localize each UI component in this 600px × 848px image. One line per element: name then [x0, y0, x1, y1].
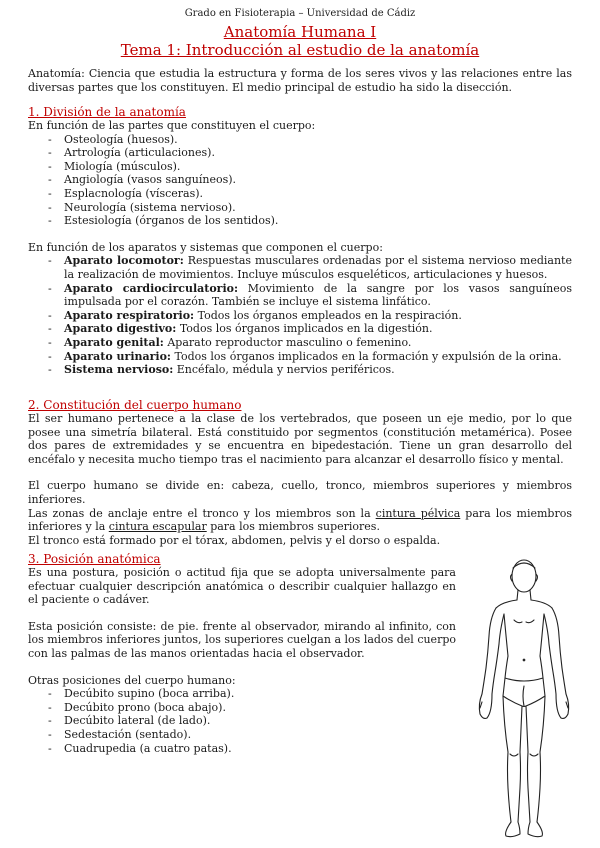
position-description: Esta posición consiste: de pie. frente al observador, mirando al infinito, con los miembros inferiores juntos, los superiores cuelgan a los lados del cuerpo con las palmas de las manos orientadas hacia el observador.	[28, 619, 456, 660]
list-item	[48, 254, 572, 281]
section-division	[28, 105, 572, 377]
list-item: - Neurología (sistema nervioso).	[48, 201, 572, 215]
list-item	[48, 282, 572, 309]
list-item: - Decúbito supino (boca arriba).	[48, 687, 456, 701]
section-1-title: 1. División de la anatomía	[28, 105, 186, 119]
system-term: Aparato digestivo:	[64, 322, 177, 336]
system-term: Aparato genital:	[64, 335, 164, 349]
list-item	[48, 350, 572, 364]
list-item	[48, 363, 572, 377]
system-desc: Encéfalo, médula y nervios periféricos.	[173, 363, 395, 377]
body-division-paragraph: El cuerpo humano se divide en: cabeza, cuello, tronco, miembros superiores y miembros inferiores.	[28, 479, 572, 506]
section-3-title: 3. Posición anatómica	[28, 552, 161, 566]
shoulder-girdle-term: cintura escapular	[108, 520, 207, 534]
anchorage-paragraph	[28, 507, 572, 534]
section-2-title: 2. Constitución del cuerpo humano	[28, 398, 242, 412]
other-positions-list	[28, 687, 456, 755]
system-desc: Respuestas musculares ordenadas por el sistema nervioso mediante la realización de movimientos. Incluye músculos esqueléticos, articulaciones y huesos.	[64, 254, 572, 281]
constitution-paragraph: El ser humano pertenece a la clase de los vertebrados, que poseen un eje medio, por lo que posee una simetría bilateral. Está constituido por segmentos (constitución metamérica). Posee dos pares de extremidades y se encuentra en bipedestación. Tiene un gran desarrollo del encéfalo y necesita mucho tiempo tras el nacimiento para alcanzar el desarrollo físico y mental.	[28, 412, 572, 466]
system-desc: Aparato reproductor masculino o femenino.	[163, 335, 412, 349]
list-item: - Miología (músculos).	[48, 160, 572, 174]
system-term: Aparato respiratorio:	[64, 308, 195, 322]
systems-list	[28, 254, 572, 376]
list-item: - Osteología (huesos).	[48, 133, 572, 147]
parts-intro: En función de las partes que constituyen el cuerpo:	[28, 119, 316, 132]
list-item	[48, 336, 572, 350]
parts-list	[28, 133, 572, 228]
pelvic-girdle-term: cintura pélvica	[375, 506, 461, 520]
list-item: - Artrología (articulaciones).	[48, 146, 572, 160]
system-desc: Todos los órganos implicados en la digestión.	[176, 322, 433, 336]
list-item: - Angiología (vasos sanguíneos).	[48, 173, 572, 187]
system-desc: Todos los órganos empleados en la respiración.	[194, 308, 462, 322]
course-header: Grado en Fisioterapia – Universidad de Cádiz	[184, 8, 416, 19]
text-span: para los miembros superiores.	[206, 520, 380, 534]
list-item: - Cuadrupedia (a cuatro patas).	[48, 742, 456, 756]
topic-title: Tema 1: Introducción al estudio de la anatomía	[120, 41, 480, 59]
subject-title: Anatomía Humana I	[223, 23, 377, 41]
anatomical-position-figure	[466, 556, 582, 842]
position-definition: Es una postura, posición o actitud fija que se adopta universalmente para efectuar cualquier descripción anatómica o describir cualquier hallazgo en el paciente o cadáver.	[28, 566, 456, 607]
section-constitution	[28, 398, 572, 547]
system-term: Aparato cardiocirculatorio:	[64, 281, 239, 295]
system-term: Aparato urinario:	[64, 349, 171, 363]
systems-intro: En función de los aparatos y sistemas que componen el cuerpo:	[28, 240, 383, 254]
list-item: - Sedestación (sentado).	[48, 728, 456, 742]
system-desc: Movimiento de la sangre por los vasos sanguíneos impulsada por el corazón. También se incluye el sistema linfático.	[64, 281, 572, 309]
list-item: - Decúbito lateral (de lado).	[48, 714, 456, 728]
list-item	[48, 322, 572, 336]
list-item	[48, 309, 572, 323]
system-term: Sistema nervioso:	[64, 363, 174, 377]
section-anatomical-position	[28, 552, 456, 755]
list-item: - Esplacnología (vísceras).	[48, 187, 572, 201]
list-item: - Decúbito prono (boca abajo).	[48, 701, 456, 715]
list-item: - Estesiología (órganos de los sentidos).	[48, 214, 572, 228]
text-span: para los miembros inferiores y la	[28, 506, 572, 534]
other-positions-intro: Otras posiciones del cuerpo humano:	[28, 673, 236, 687]
trunk-paragraph: El tronco está formado por el tórax, abdomen, pelvis y el dorso o espalda.	[28, 533, 441, 547]
intro-paragraph: Anatomía: Ciencia que estudia la estructura y forma de los seres vivos y las relaciones entre las diversas partes que los constituyen. El medio principal de estudio ha sido la disección.	[28, 67, 572, 94]
text-span: Las zonas de anclaje entre el tronco y los miembros son la	[28, 506, 376, 520]
system-desc: Todos los órganos implicados en la formación y expulsión de la orina.	[171, 349, 562, 363]
system-term: Aparato locomotor:	[64, 254, 184, 268]
